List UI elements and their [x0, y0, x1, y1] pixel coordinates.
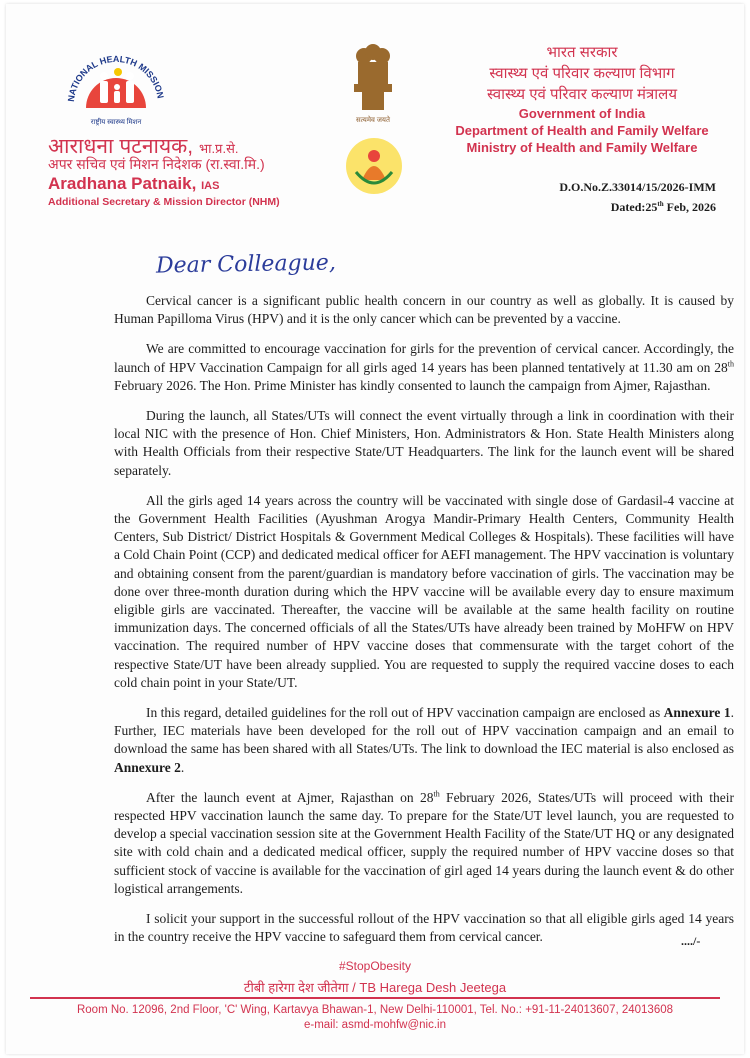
- address-text: Room No. 12096, 2nd Floor, 'C' Wing, Kartavya Bhawan-1, New Delhi-110001, Tel. No.: +91-11-24013607, 24013608: [76, 1004, 674, 1016]
- english-line-3: Ministry of Health and Family Welfare: [466, 140, 698, 155]
- state-emblem-icon: [350, 42, 396, 114]
- paragraph: After the launch event at Ajmer, Rajasthan on 28th February 2026, States/UTs will proceed with their respected HPV vaccination launch the same day. To prepare for the State/UT level launch, you are requested to develop a special vaccination session site at the Government Health Facility of the State/UT HQ or any designated site with cold chain and a dedicated medical officer, supply the required number of HPV vaccine doses so that sufficient stock of vaccine is available for the vaccination of girl aged 14 years during the launch event & do other logistical arrangements.: [114, 789, 734, 896]
- english-line-1: Government of India: [518, 106, 646, 121]
- continuation-mark: ..../-: [681, 934, 701, 948]
- paragraph: We are committed to encourage vaccination for girls for the prevention of cervical cancer. Accordingly, the launch of HPV Vaccination Campaign for all girls aged 14 years has been planned tentatively at 11.30 am on 28th February 2026. The Hon. Prime Minister has kindly consented to launch the campaign from Ajmer, Rajasthan.: [114, 341, 734, 393]
- paragraph: Cervical cancer is a significant public health concern in our country as well as globally. It is caused by Human Papilloma Virus (HPV) and it is the only cancer which can be prevented by a vaccine.: [114, 293, 734, 327]
- reference-block: [559, 179, 716, 216]
- footer-address: [6, 1003, 744, 1033]
- letter-page: [6, 4, 744, 1054]
- letter-date: Dated:25th Feb, 2026: [610, 200, 716, 214]
- footer-hashtag: #StopObesity: [338, 959, 412, 973]
- emblem-caption: सत्यमेव जयते: [356, 116, 390, 124]
- campaign-logo-icon: [342, 132, 406, 200]
- salutation: Dear Colleague,: [155, 250, 337, 279]
- hindi-line-1: भारत सरकार: [546, 44, 618, 61]
- svg-text:NATIONAL HEALTH MISSION: NATIONAL HEALTH MISSION: [65, 53, 166, 103]
- paragraph: During the launch, all States/UTs will connect the event virtually through a link in coordination with their local NIC with the presence of Hon. Chief Ministers, Hon. Administrators & Hon. State Health Ministers along with Health Officials from their respective State/UT Headquarters. The link for the launch event will be shared separately.: [114, 408, 734, 478]
- paragraph: All the girls aged 14 years across the country will be vaccinated with single dose of Gardasil-4 vaccine at the Government Health Facilities (Ayushman Arogya Mandir-Primary Health Centers, Community Health Centers, Sub District/ District Hospitals & Government Medical Colleges & Hospitals). These facilities will have a Cold Chain Point (CCP) and dedicated medical officer for AEFI management. The HPV vaccination is voluntary and obtaining consent from the parent/guardian is mandatory before vaccination of girls. The vaccination may be done over three-month duration during which the HPV vaccine will be available every day to ensure maximum eligible girls are vaccinated. Thereafter, the vaccine will be available at the same health facility on routine immunization days. The concerned officials of all the States/UTs have already been trained by MoHFW on HPV vaccination. The required number of HPV vaccine doses that commensurate with the target cohort of the respective State/UT have been already supplied. You are requested to supply the required vaccine doses to each cold chain point in your State/UT.: [114, 492, 734, 690]
- footer-divider: [30, 997, 720, 999]
- hindi-line-2: स्वास्थ्य एवं परिवार कल्याण विभाग: [489, 65, 675, 82]
- hindi-line-3: स्वास्थ्य एवं परिवार कल्याण मंत्रालय: [486, 86, 678, 103]
- svg-text:राष्ट्रीय स्वास्थ्य मिशन: राष्ट्रीय स्वास्थ्य मिशन: [90, 118, 142, 126]
- footer-slogan: टीबी हारेगा देश जीतेगा / TB Harega Desh Jeetega: [243, 980, 507, 995]
- nhm-logo-icon: [60, 42, 172, 132]
- hindi-designation: अपर सचिव एवं मिशन निदेशक (रा.स्वा.मि.): [48, 156, 265, 172]
- do-number: D.O.No.Z.33014/15/2026-IMM: [559, 180, 716, 194]
- letter-body: [114, 292, 734, 959]
- english-designation: Additional Secretary & Mission Director (NHM): [48, 196, 280, 208]
- english-line-2: Department of Health and Family Welfare: [455, 123, 709, 138]
- hindi-name: आराधना पटनायक, भा.प्र.से.: [48, 135, 239, 158]
- paragraph: I solicit your support in the successful rollout of the HPV vaccination so that all eligible girls aged 14 years in the country receive the HPV vaccine to safeguard them from cervical cancer.: [114, 911, 734, 945]
- paragraph: In this regard, detailed guidelines for the roll out of HPV vaccination campaign are enclosed as Annexure 1. Further, IEC materials have been developed for the roll out of HPV vaccination campaign and an email to download the same has been shared with all States/UTs. The link to download the IEC material is also enclosed as Annexure 2.: [114, 705, 734, 775]
- ministry-header: [426, 42, 738, 156]
- email-text: e-mail: asmd-mohfw@nic.in: [303, 1019, 447, 1031]
- english-name: Aradhana Patnaik, IAS: [48, 174, 220, 193]
